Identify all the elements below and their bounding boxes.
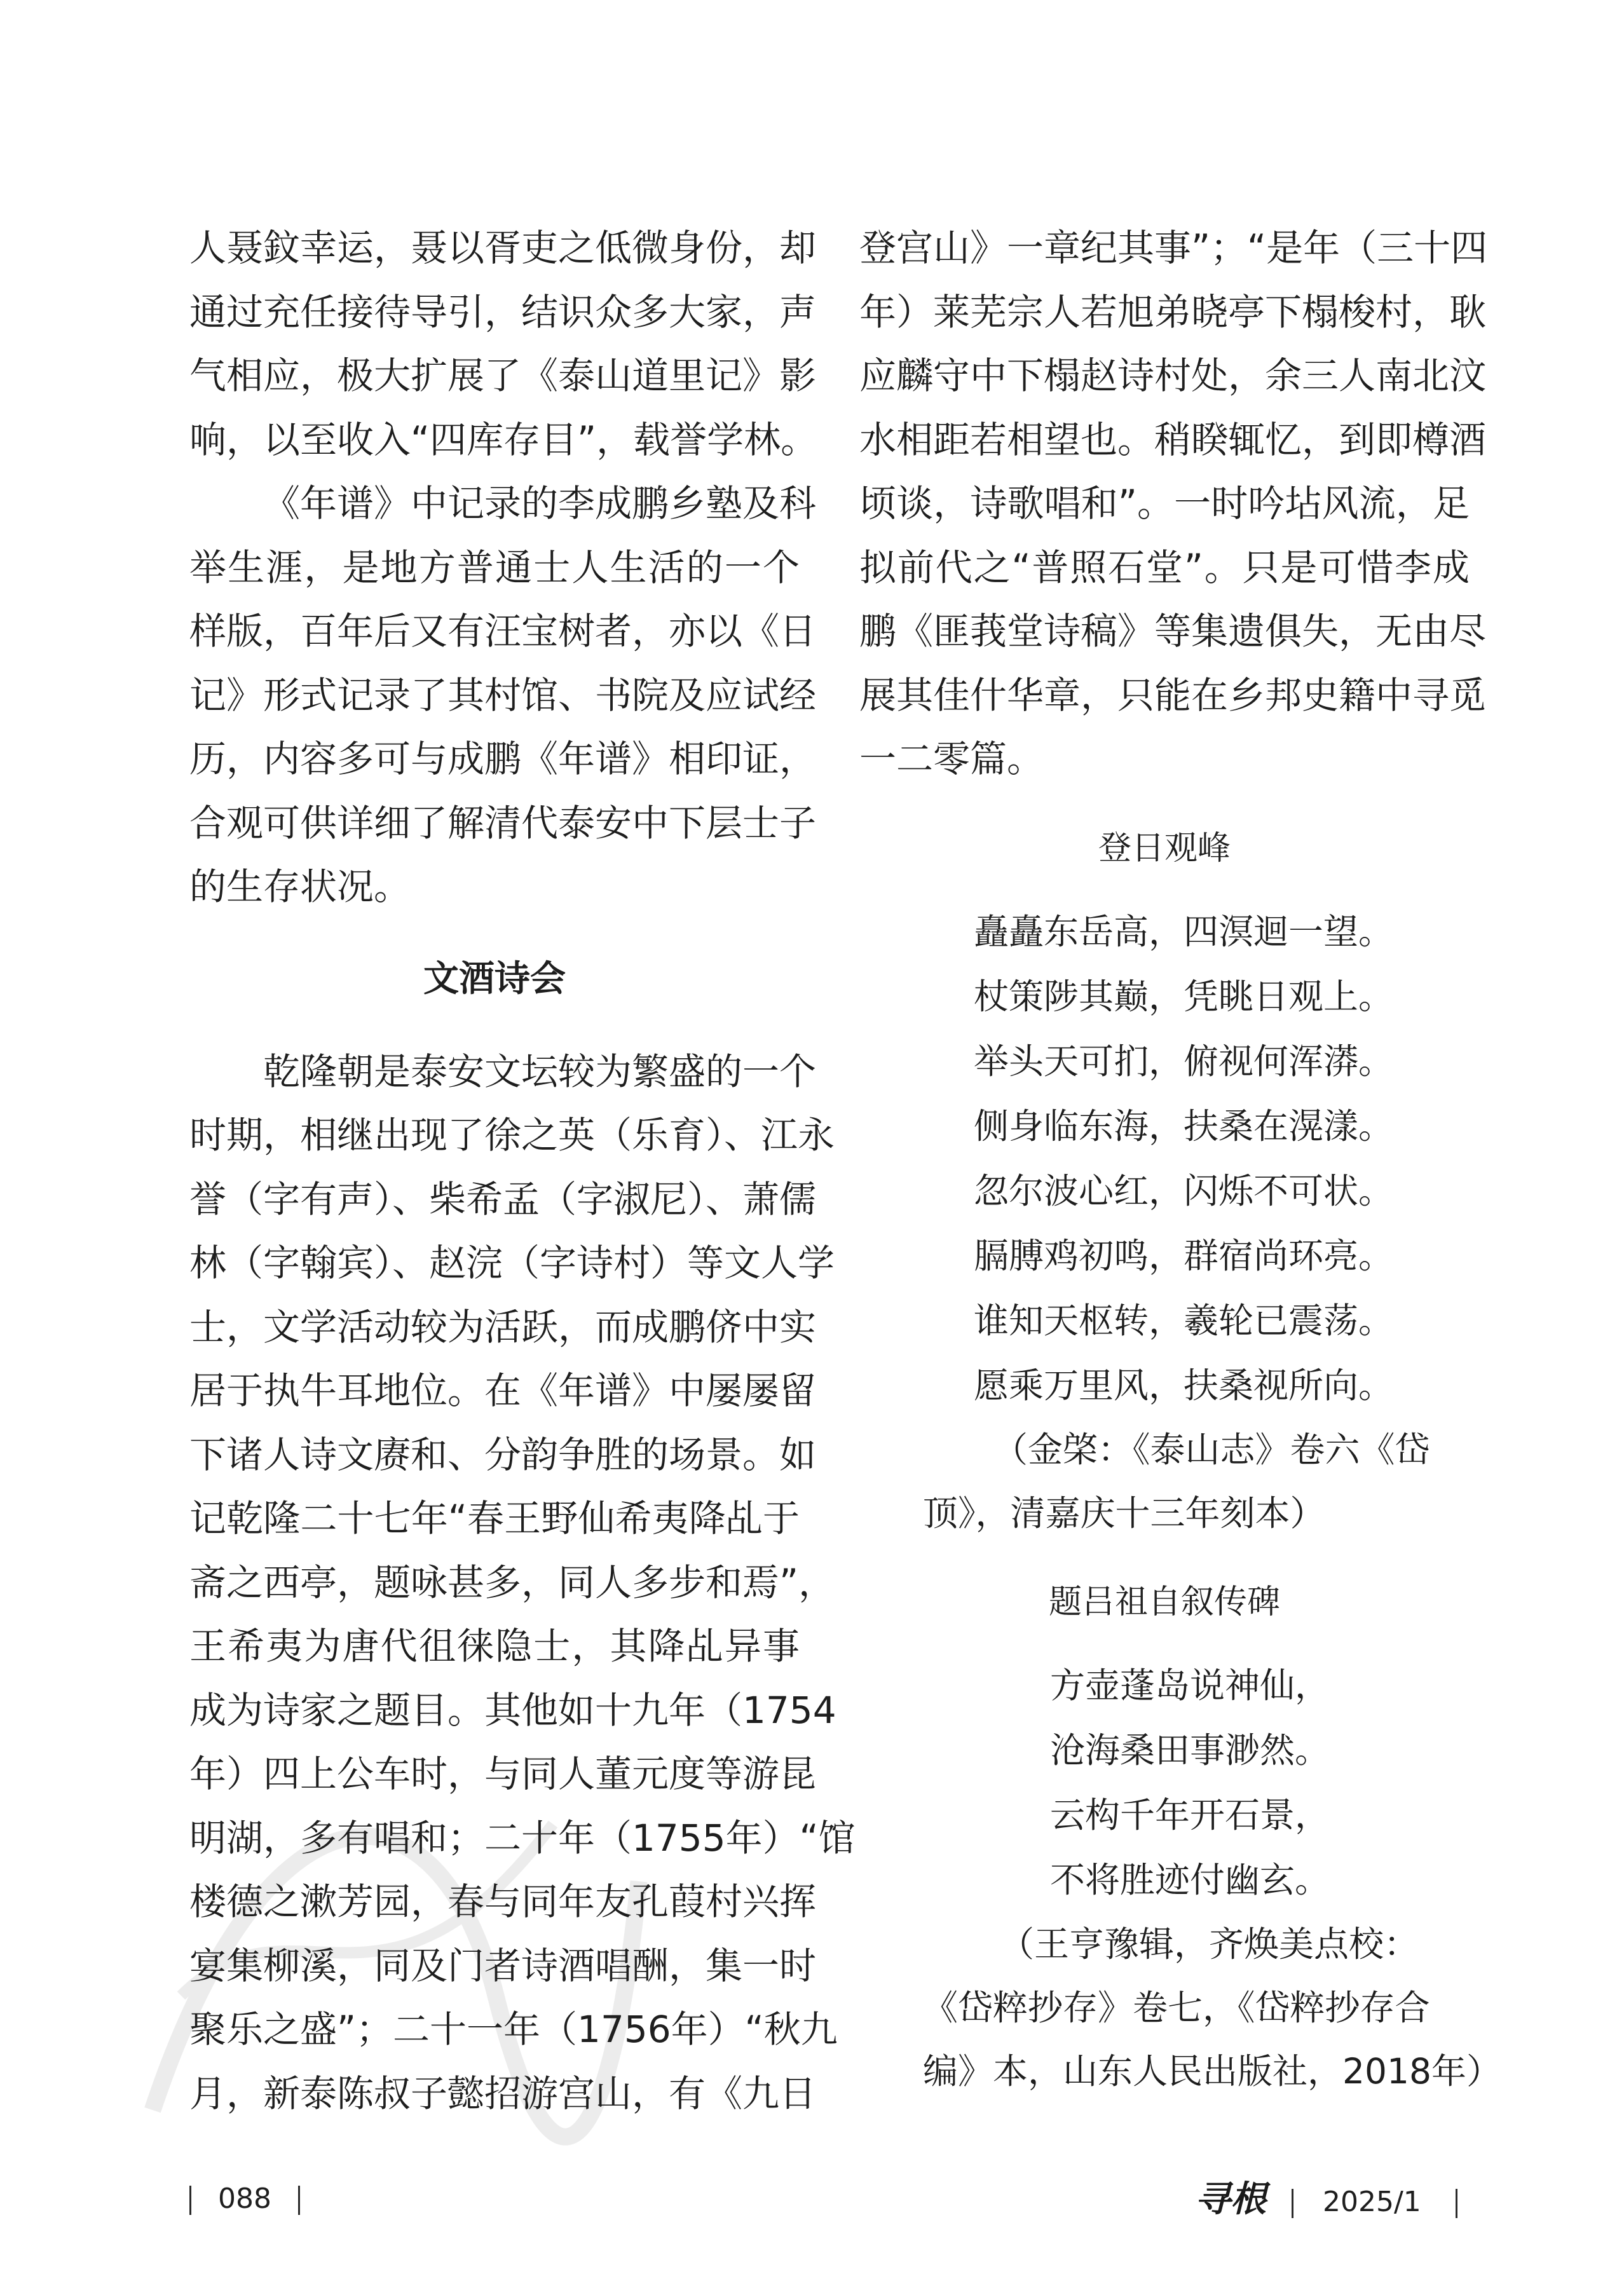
poem-body <box>859 899 1470 1418</box>
text-line: 楼德之漱芳园，春与同年友孔葭村兴挥 <box>189 1880 817 1923</box>
poem-line: 云构千年开石景， <box>1050 1794 1330 1835</box>
text-line: 记乾隆二十七年“春王野仙希夷降乩于 <box>189 1497 800 1540</box>
text-line: 顷谈，诗歌唱和”。一时吟坫风流，足 <box>859 482 1470 525</box>
text-line: 通过充任接待导引，结识众多大家，声 <box>189 290 817 334</box>
source-line: （金棨：《泰山志》卷六《岱 <box>993 1429 1430 1470</box>
divider <box>1292 2189 1293 2218</box>
magazine-footer <box>1195 2180 1457 2218</box>
text-line: 成为诗家之题目。其他如十九年（1754 <box>189 1688 836 1732</box>
poem-line: 膈膊鸡初鸣，群宿尚环亮。 <box>974 1235 1394 1276</box>
text-line: 王希夷为唐代徂徕隐士，其降乩异事 <box>189 1624 800 1668</box>
poem-line: 方壶蓬岛说神仙， <box>1050 1665 1330 1706</box>
text-line: 月，新泰陈叔子懿招游宫山，有《九日 <box>189 2071 817 2115</box>
text-line: 居于执牛耳地位。在《年谱》中屡屡留 <box>189 1369 817 1412</box>
text-line: 聚乐之盛”；二十一年（1756年）“秋九 <box>189 2008 838 2051</box>
intro-paragraph <box>189 216 818 472</box>
text-line: 时期，相继出现了徐之英（乐育）、江永 <box>189 1113 835 1157</box>
text-line: 记》形式记录了其村馆、书院及应试经 <box>189 673 817 717</box>
continuation-paragraph <box>859 216 1488 791</box>
divider <box>298 2186 300 2215</box>
poem-title: 登日观峰 <box>1098 829 1231 868</box>
right-column <box>859 216 1501 2103</box>
poem-line: 矗矗东岳高，四溟迴一望。 <box>974 911 1394 952</box>
text-line: 登宫山》一章纪其事”；“是年（三十四 <box>859 226 1488 269</box>
divider <box>189 2186 191 2215</box>
text-line: 乾隆朝是泰安文坛较为繁盛的一个 <box>263 1049 817 1093</box>
poem-line: 举头天可扪，俯视何浑漭。 <box>974 1040 1394 1082</box>
text-line: 宴集柳溪，同及门者诗酒唱酬，集一时 <box>189 1944 817 1987</box>
poem-source <box>859 1912 1501 2103</box>
poem-line: 侧身临东海，扶桑在滉漾。 <box>974 1105 1394 1147</box>
magazine-name: 寻根 <box>1195 2178 1266 2220</box>
text-line: 年）四上公车时，与同人董元度等游昆 <box>189 1752 817 1795</box>
source-line: 顶》，清嘉庆十三年刻本） <box>923 1492 1325 1534</box>
poem-line: 谁知天枢转，羲轮已震荡。 <box>974 1300 1394 1341</box>
text-line: 水相距若相望也。稍睽辄忆，到即樽酒 <box>859 418 1487 461</box>
poem-body <box>859 1653 1470 1912</box>
poem-line: 不将胜迹付幽玄。 <box>1050 1859 1330 1900</box>
issue-number: 2025/1 <box>1323 2186 1421 2218</box>
text-line: 历，内容多可与成鹏《年谱》相印证， <box>189 737 817 780</box>
text-line: 鹏《匪莪堂诗稿》等集遗俱失，无由尽 <box>859 610 1487 653</box>
text-line: 下诸人诗文赓和、分韵争胜的场景。如 <box>189 1433 817 1476</box>
text-line: 应麟守中下榻赵诗村处，余三人南北汶 <box>859 354 1487 397</box>
text-line: 林（字翰宾）、赵浣（字诗村）等文人学 <box>189 1241 835 1284</box>
text-line: 一二零篇。 <box>859 737 1044 780</box>
poem-line: 杖策陟其巅，凭眺日观上。 <box>974 976 1394 1017</box>
text-line: 《年谱》中记录的李成鹏乡塾及科 <box>263 482 817 525</box>
poem-line: 忽尔波心红，闪烁不可状。 <box>974 1170 1394 1211</box>
poem-source <box>859 1418 1470 1545</box>
poem-line: 愿乘万里风，扶桑视所向。 <box>974 1365 1394 1406</box>
poem-title: 题吕祖自叙传碑 <box>1048 1583 1280 1621</box>
text-line: 士，文学活动较为活跃，而成鹏侪中实 <box>189 1305 817 1349</box>
text-line: 样版，百年后又有汪宝树者，亦以《日 <box>189 610 817 653</box>
nianpu-paragraph <box>189 472 817 919</box>
text-line: 斋之西亭，题咏甚多，同人多步和焉”， <box>189 1560 836 1604</box>
text-line: 响，以至收入“四库存目”，载誉学林。 <box>189 418 818 461</box>
text-line: 明湖，多有唱和；二十年（1755年）“馆 <box>189 1816 856 1860</box>
left-column <box>189 216 856 2125</box>
text-line: 誉（字有声）、柴希孟（字淑尼）、萧儒 <box>189 1177 817 1221</box>
text-line: 展其佳什华章，只能在乡邦史籍中寻觅 <box>859 673 1487 717</box>
page-number: 088 <box>218 2183 271 2215</box>
text-line: 年）莱芜宗人若旭弟晓亭下榻梭村，耿 <box>859 290 1487 334</box>
text-line: 拟前代之“普照石堂”。只是可惜李成 <box>859 545 1470 589</box>
text-line: 举生涯，是地方普通士人生活的一个 <box>189 545 800 589</box>
poem-line: 沧海桑田事渺然。 <box>1050 1729 1330 1771</box>
source-line: （王亨豫辑，齐焕美点校： <box>999 1923 1419 1965</box>
literary-gathering-paragraph <box>189 1040 856 2126</box>
page-number-footer <box>189 2180 300 2218</box>
text-line: 的生存状况。 <box>189 865 411 908</box>
text-line: 气相应，极大扩展了《泰山道里记》影 <box>189 354 817 397</box>
source-line: 编》本，山东人民出版社，2018年） <box>923 2050 1501 2092</box>
source-line: 《岱粹抄存》卷七，《岱粹抄存合 <box>923 1987 1430 2028</box>
divider <box>1456 2189 1457 2218</box>
section-heading: 文酒诗会 <box>423 958 566 1000</box>
text-line: 人聂鈫幸运，聂以胥吏之低微身份，却 <box>189 226 817 269</box>
text-line: 合观可供详细了解清代泰安中下层士子 <box>189 801 817 845</box>
